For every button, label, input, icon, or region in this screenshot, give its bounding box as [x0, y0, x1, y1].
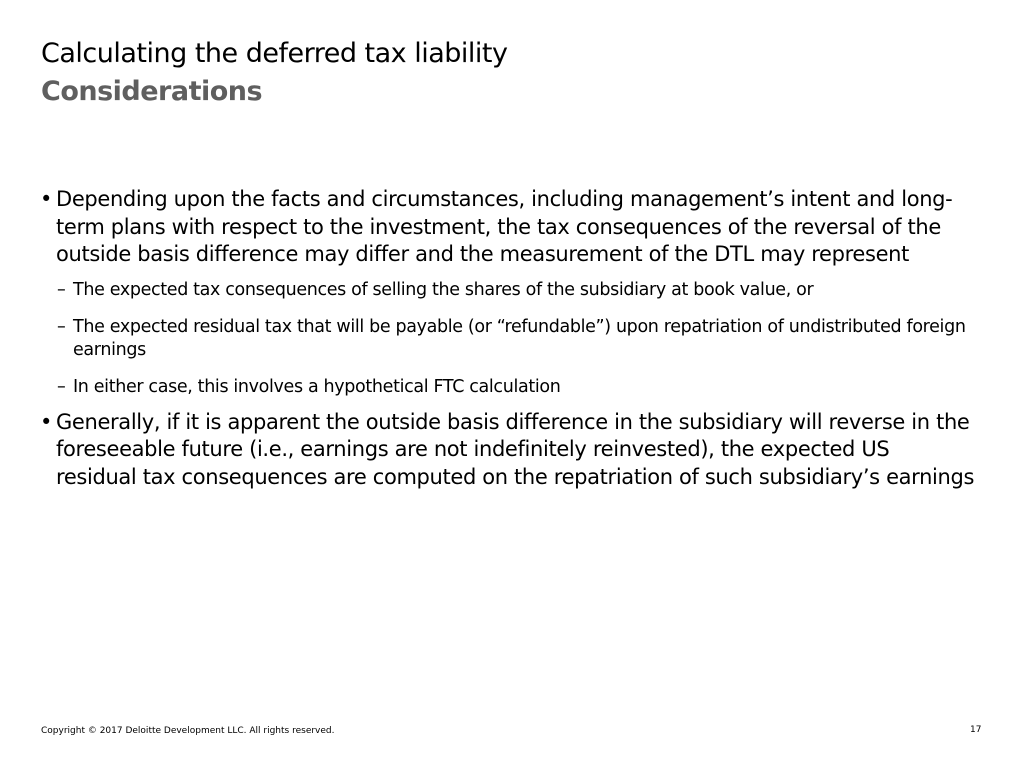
dash-marker: –	[57, 316, 66, 337]
dash-marker: –	[57, 279, 66, 300]
bullet-list	[40, 186, 975, 501]
sub-bullet-text: The expected tax consequences of selling the shares of the subsidiary at book value, or	[73, 279, 814, 300]
footer-copyright: Copyright © 2017 Deloitte Development LLC. All rights reserved.	[41, 726, 335, 736]
bullet-text: Generally, if it is apparent the outside basis difference in the subsidiary will reverse in the foreseeable future (i.e., earnings are not indefinitely reinvested), the expected US residual tax consequences are computed on the repatriation of such subsidiary’s earnings	[56, 409, 975, 489]
slide-title: Calculating the deferred tax liability	[41, 38, 508, 69]
dash-marker: –	[57, 376, 66, 397]
page-number: 17	[970, 725, 982, 735]
sub-bullet-item	[40, 316, 975, 362]
bullet-text: Depending upon the facts and circumstances, including management’s intent and long-term plans with respect to the investment, the tax consequences of the reversal of the outside basis difference may differ and the measurement of the DTL may represent	[56, 187, 953, 266]
bullet-item	[40, 409, 975, 492]
sub-bullet-item	[40, 279, 975, 302]
slide-subtitle: Considerations	[41, 76, 263, 107]
sub-bullet-text: In either case, this involves a hypothetical FTC calculation	[73, 376, 561, 397]
bullet-item	[40, 186, 975, 269]
bullet-marker: •	[40, 187, 53, 211]
sub-bullet-item	[40, 376, 975, 399]
sub-bullet-text: The expected residual tax that will be payable (or “refundable”) upon repatriation of undistributed foreign earnings	[73, 316, 966, 360]
bullet-marker: •	[40, 409, 53, 434]
